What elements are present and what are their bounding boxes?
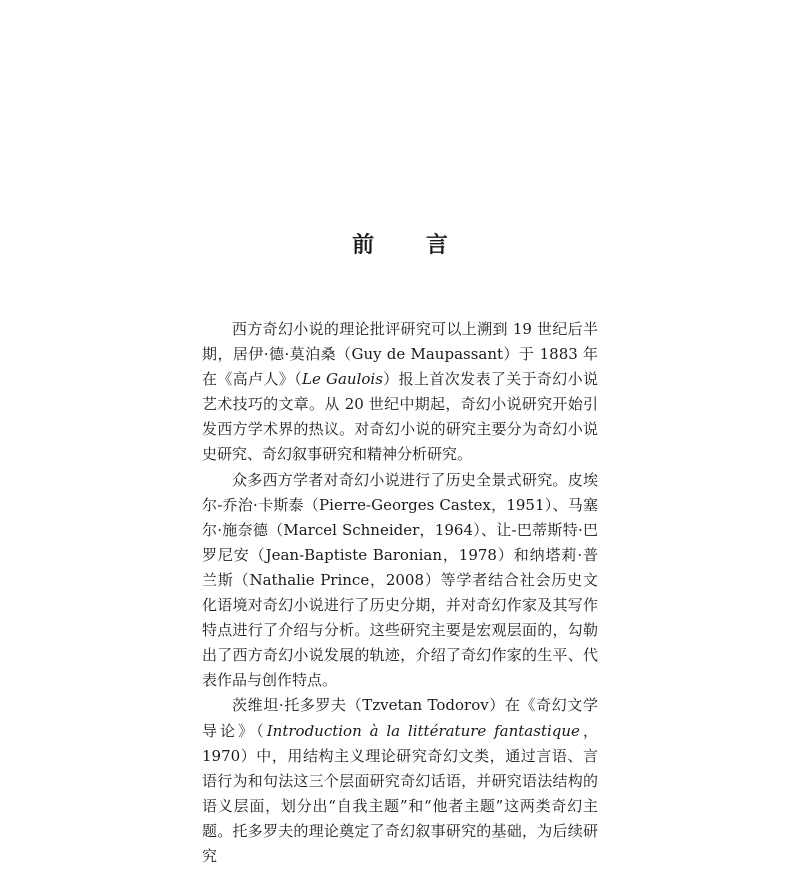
text-segment: ，1970）中，用结构主义理论研究奇幻文类，通过言语、言语行为和句法这三个层面研究奇幻话语，并研究语法结构的语义层面，划分出“自我主题”和“他者主题”这两类奇幻主题。托多罗夫的理论奠定了奇幻叙事研究的基础，为后续研究 bbox=[202, 721, 598, 865]
text-segment: 茨维坦·托多罗夫（Tzvetan Todorov）在《奇幻文学导论》（ bbox=[202, 696, 598, 740]
text-segment: 西方奇幻小说的理论批评研究可以上溯到 19 世纪后半期，居伊·德·莫泊桑（Guy de Maupassant）于 1883 年在《高卢人》（ bbox=[202, 320, 598, 389]
paragraph-2 bbox=[202, 468, 598, 694]
italic-title-segment: Le Gaulois bbox=[302, 370, 383, 389]
text-segment: ）报上首次发表了关于奇幻小说艺术技巧的文章。从 20 世纪中期起，奇幻小说研究开始引发西方学术界的热议。对奇幻小说的研究主要分为奇幻小说史研究、奇幻叙事研究和精神分析研究。 bbox=[202, 370, 598, 464]
italic-title-segment: Introduction à la littérature fantastique bbox=[266, 721, 580, 740]
text-segment: 众多西方学者对奇幻小说进行了历史全景式研究。皮埃尔-乔治·卡斯泰（Pierre-Georges Castex，1951）、马塞尔·施奈德（Marcel Schneider，1964）、让-巴蒂斯特·巴罗尼安（Jean-Baptiste Baronian，1978）和纳塔莉·普兰斯（Nathalie Prince，2008）等学者结合社会历史文化语境对奇幻小说进行了历史分期，并对奇幻作家及其写作特点进行了介绍与分析。这些研究主要是宏观层面的，勾勒出了西方奇幻小说发展的轨迹，介绍了奇幻作家的生平、代表作品与创作特点。 bbox=[202, 470, 598, 690]
preface-body bbox=[202, 317, 598, 869]
page-title: 前 言 bbox=[352, 233, 470, 258]
paragraph-3 bbox=[202, 693, 598, 869]
paragraph-1 bbox=[202, 317, 598, 468]
